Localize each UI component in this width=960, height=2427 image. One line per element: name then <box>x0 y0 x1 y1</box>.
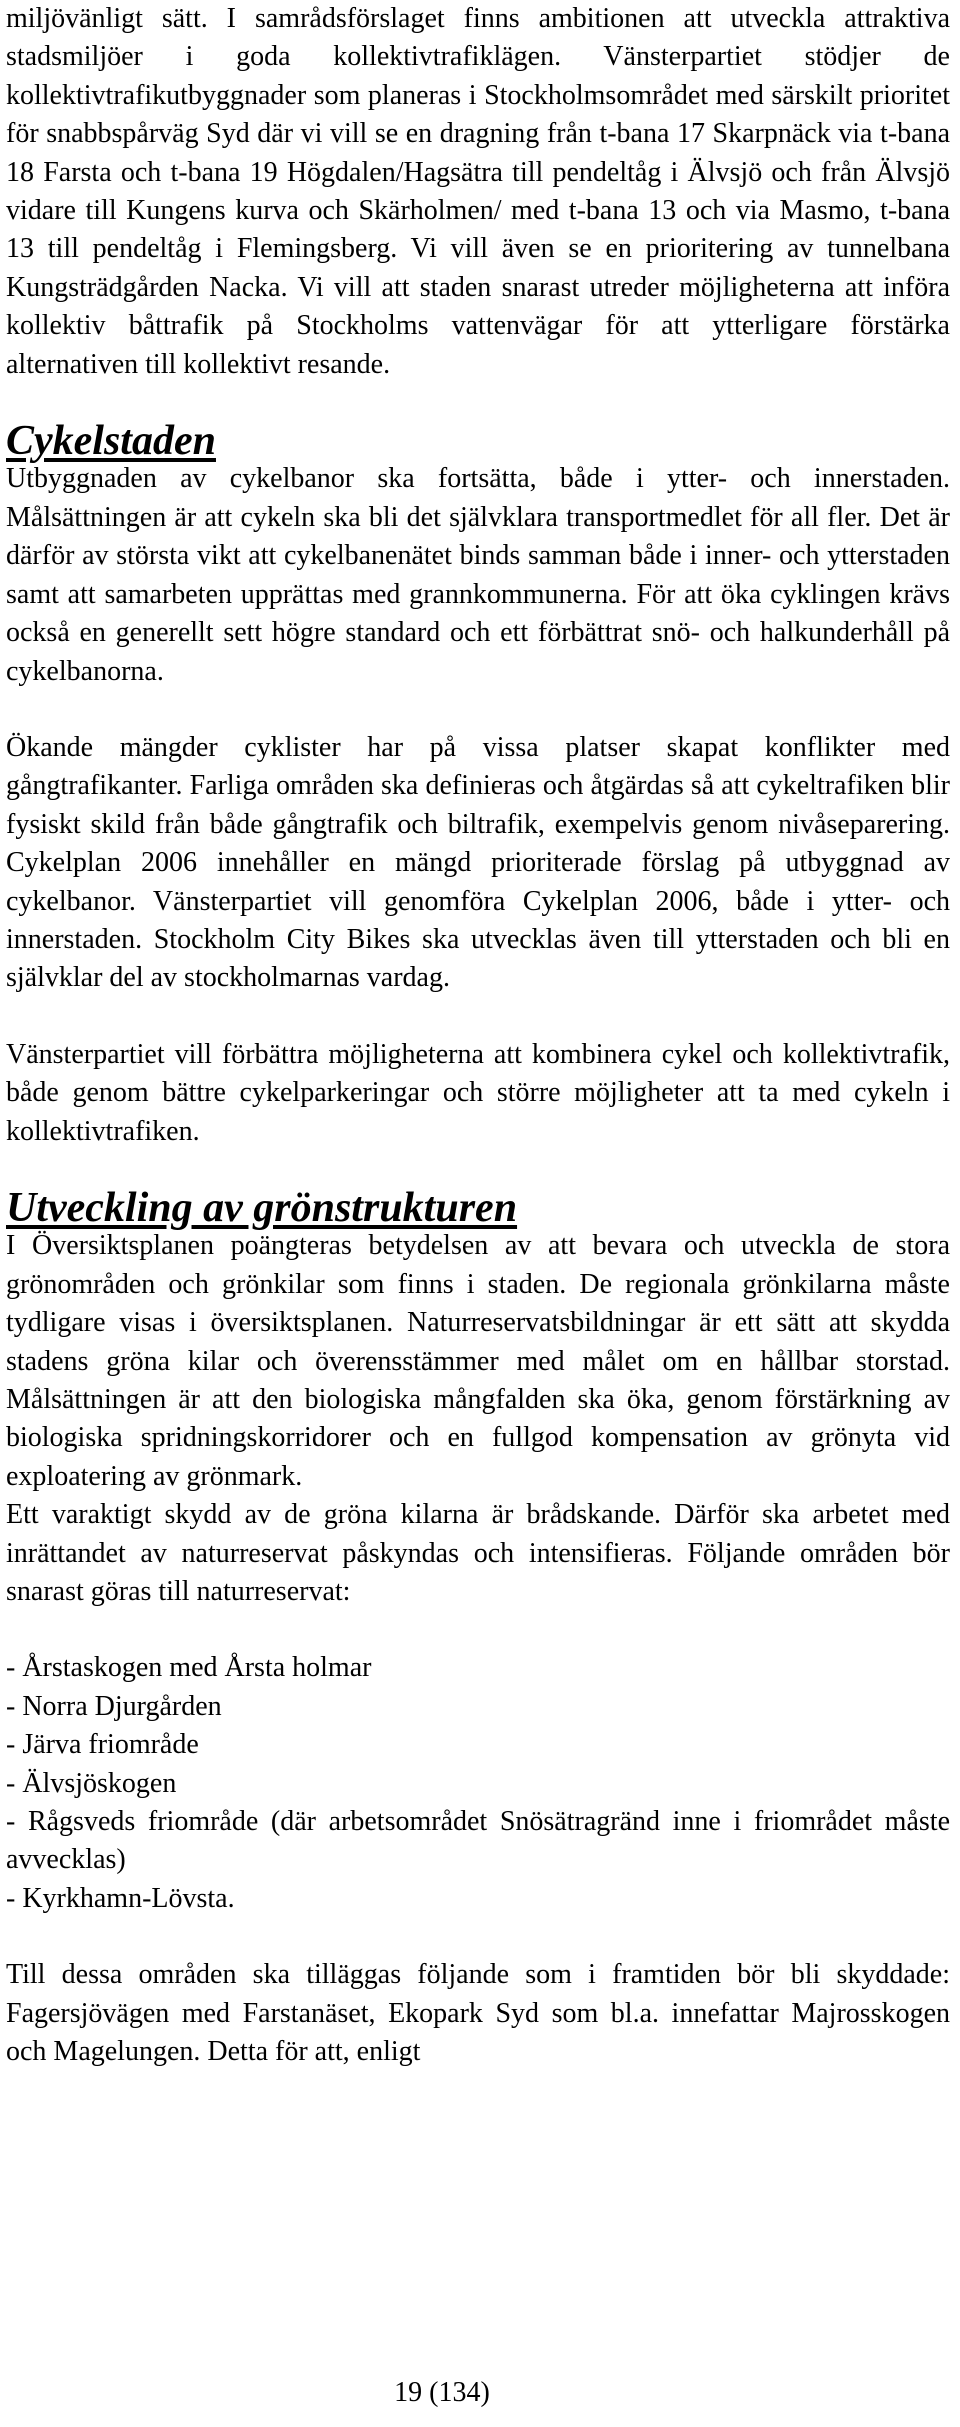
list-item-text: - Rågsveds friområde (där arbetsområdet Snösätragränd inne i friområdet måste avvecklas) <box>6 1806 950 1875</box>
paragraph-gap <box>6 1151 950 1189</box>
list-item-text: - Älvsjöskogen <box>6 1768 176 1799</box>
page-number: 19 (134) <box>394 2377 490 2408</box>
section-heading-cykelstaden: Cykelstaden <box>6 418 216 465</box>
paragraph-gap <box>6 1918 950 1956</box>
list-item <box>6 1726 950 1764</box>
nature-reserve-list <box>6 1649 950 1918</box>
paragraph-gap <box>6 691 950 729</box>
paragraph-gap <box>6 384 950 422</box>
list-item <box>6 1649 950 1687</box>
paragraph-gap <box>6 1611 950 1649</box>
list-item-text: - Norra Djurgården <box>6 1691 222 1722</box>
list-item <box>6 1803 950 1880</box>
list-item <box>6 1765 950 1803</box>
intro-paragraph: miljövänligt sätt. I samrådsförslaget finns ambitionen att utveckla attraktiva stadsmiljöer i goda kollektivtrafiklägen. Vänsterpartiet stödjer de kollektivtrafikutbyggnader som planeras i Stockholmsområdet med särskilt prioritet för snabbspårväg Syd där vi vill se en dragning från t-bana 17 Skarpnäck via t-bana 18 Farsta och t-bana 19 Högdalen/Hagsätra till pendeltåg i Älvsjö och från Älvsjö vidare till Kungens kurva och Skärholmen/ med t-bana 13 och via Masmo, t-bana 13 till pendeltåg i Flemingsberg. Vi vill även se en prioritering av tunnelbana Kungsträdgården Nacka. Vi vill att staden snarast utreder möjligheterna att införa kollektiv båttrafik på Stockholms vattenvägar för att ytterligare förstärka alternativen till kollektivt resande. <box>6 3 950 380</box>
gronstruktur-paragraph-2: Ett varaktigt skydd av de gröna kilarna är brådskande. Därför ska arbetet med inrättandet av naturreservat påskyndas och intensifieras. Följande områden bör snarast göras till naturreservat: <box>6 1499 950 1608</box>
document-body <box>6 0 950 2072</box>
cykelstaden-paragraph-1: Utbyggnaden av cykelbanor ska fortsätta, både i ytter- och innerstaden. Målsättningen är att cykeln ska bli det självklara transportmedlet för all fler. Det är därför av största vikt att cykelbanenätet binds samman både i inner- och ytterstaden samt att samarbeten upprättas med grannkommunerna. För att öka cyklingen krävs också en generellt sett högre standard och ett förbättrat snö- och halkunderhåll på cykelbanorna. <box>6 463 950 687</box>
cykelstaden-paragraph-2: Ökande mängder cyklister har på vissa platser skapat konflikter med gångtrafikanter. Farliga områden ska definieras och åtgärdas så att cykeltrafiken blir fysiskt skild från både gångtrafik och biltrafik, exempelvis genom nivåseparering. Cykelplan 2006 innehåller en mängd prioriterade förslag på utbyggnad av cykelbanor. Vänsterpartiet vill genomföra Cykelplan 2006, både i ytter- och innerstaden. Stockholm City Bikes ska utvecklas även till ytterstaden och bli en självklar del av stockholmarnas vardag. <box>6 731 950 994</box>
list-item <box>6 1688 950 1726</box>
list-item-text: - Kyrkhamn-Lövsta. <box>6 1883 235 1914</box>
gronstruktur-paragraph-1: I Översiktsplanen poängteras betydelsen av att bevara och utveckla de stora grönområden och grönkilar som finns i staden. De regionala grönkilarna måste tydligare visas i översiktsplanen. Naturreservatsbildningar är ett sätt att skydda stadens gröna kilar och överensstämmer med målet om en hållbar storstad. Målsättningen är att den biologiska mångfalden ska öka, genom förstärkning av biologiska spridningskorridorer och en fullgod kompensation av grönyta vid exploatering av grönmark. <box>6 1230 950 1492</box>
list-item <box>6 1880 950 1918</box>
paragraph-gap <box>6 998 950 1036</box>
cykelstaden-paragraph-3: Vänsterpartiet vill förbättra möjligheterna att kombinera cykel och kollektivtrafik, både genom bättre cykelparkeringar och större möjligheter att ta med cykeln i kollektivtrafiken. <box>6 1038 950 1147</box>
list-item-text: - Järva friområde <box>6 1729 199 1760</box>
gronstruktur-paragraph-3: Till dessa områden ska tilläggas följande som i framtiden bör bli skyddade: Fagersjövägen med Farstanäset, Ekopark Syd som bl.a. innefattar Majrosskogen och Magelungen. Detta för att, enligt <box>6 1959 950 2068</box>
list-item-text: - Årstaskogen med Årsta holmar <box>6 1652 371 1683</box>
section-heading-gronstruktur: Utveckling av grönstrukturen <box>6 1184 518 1231</box>
